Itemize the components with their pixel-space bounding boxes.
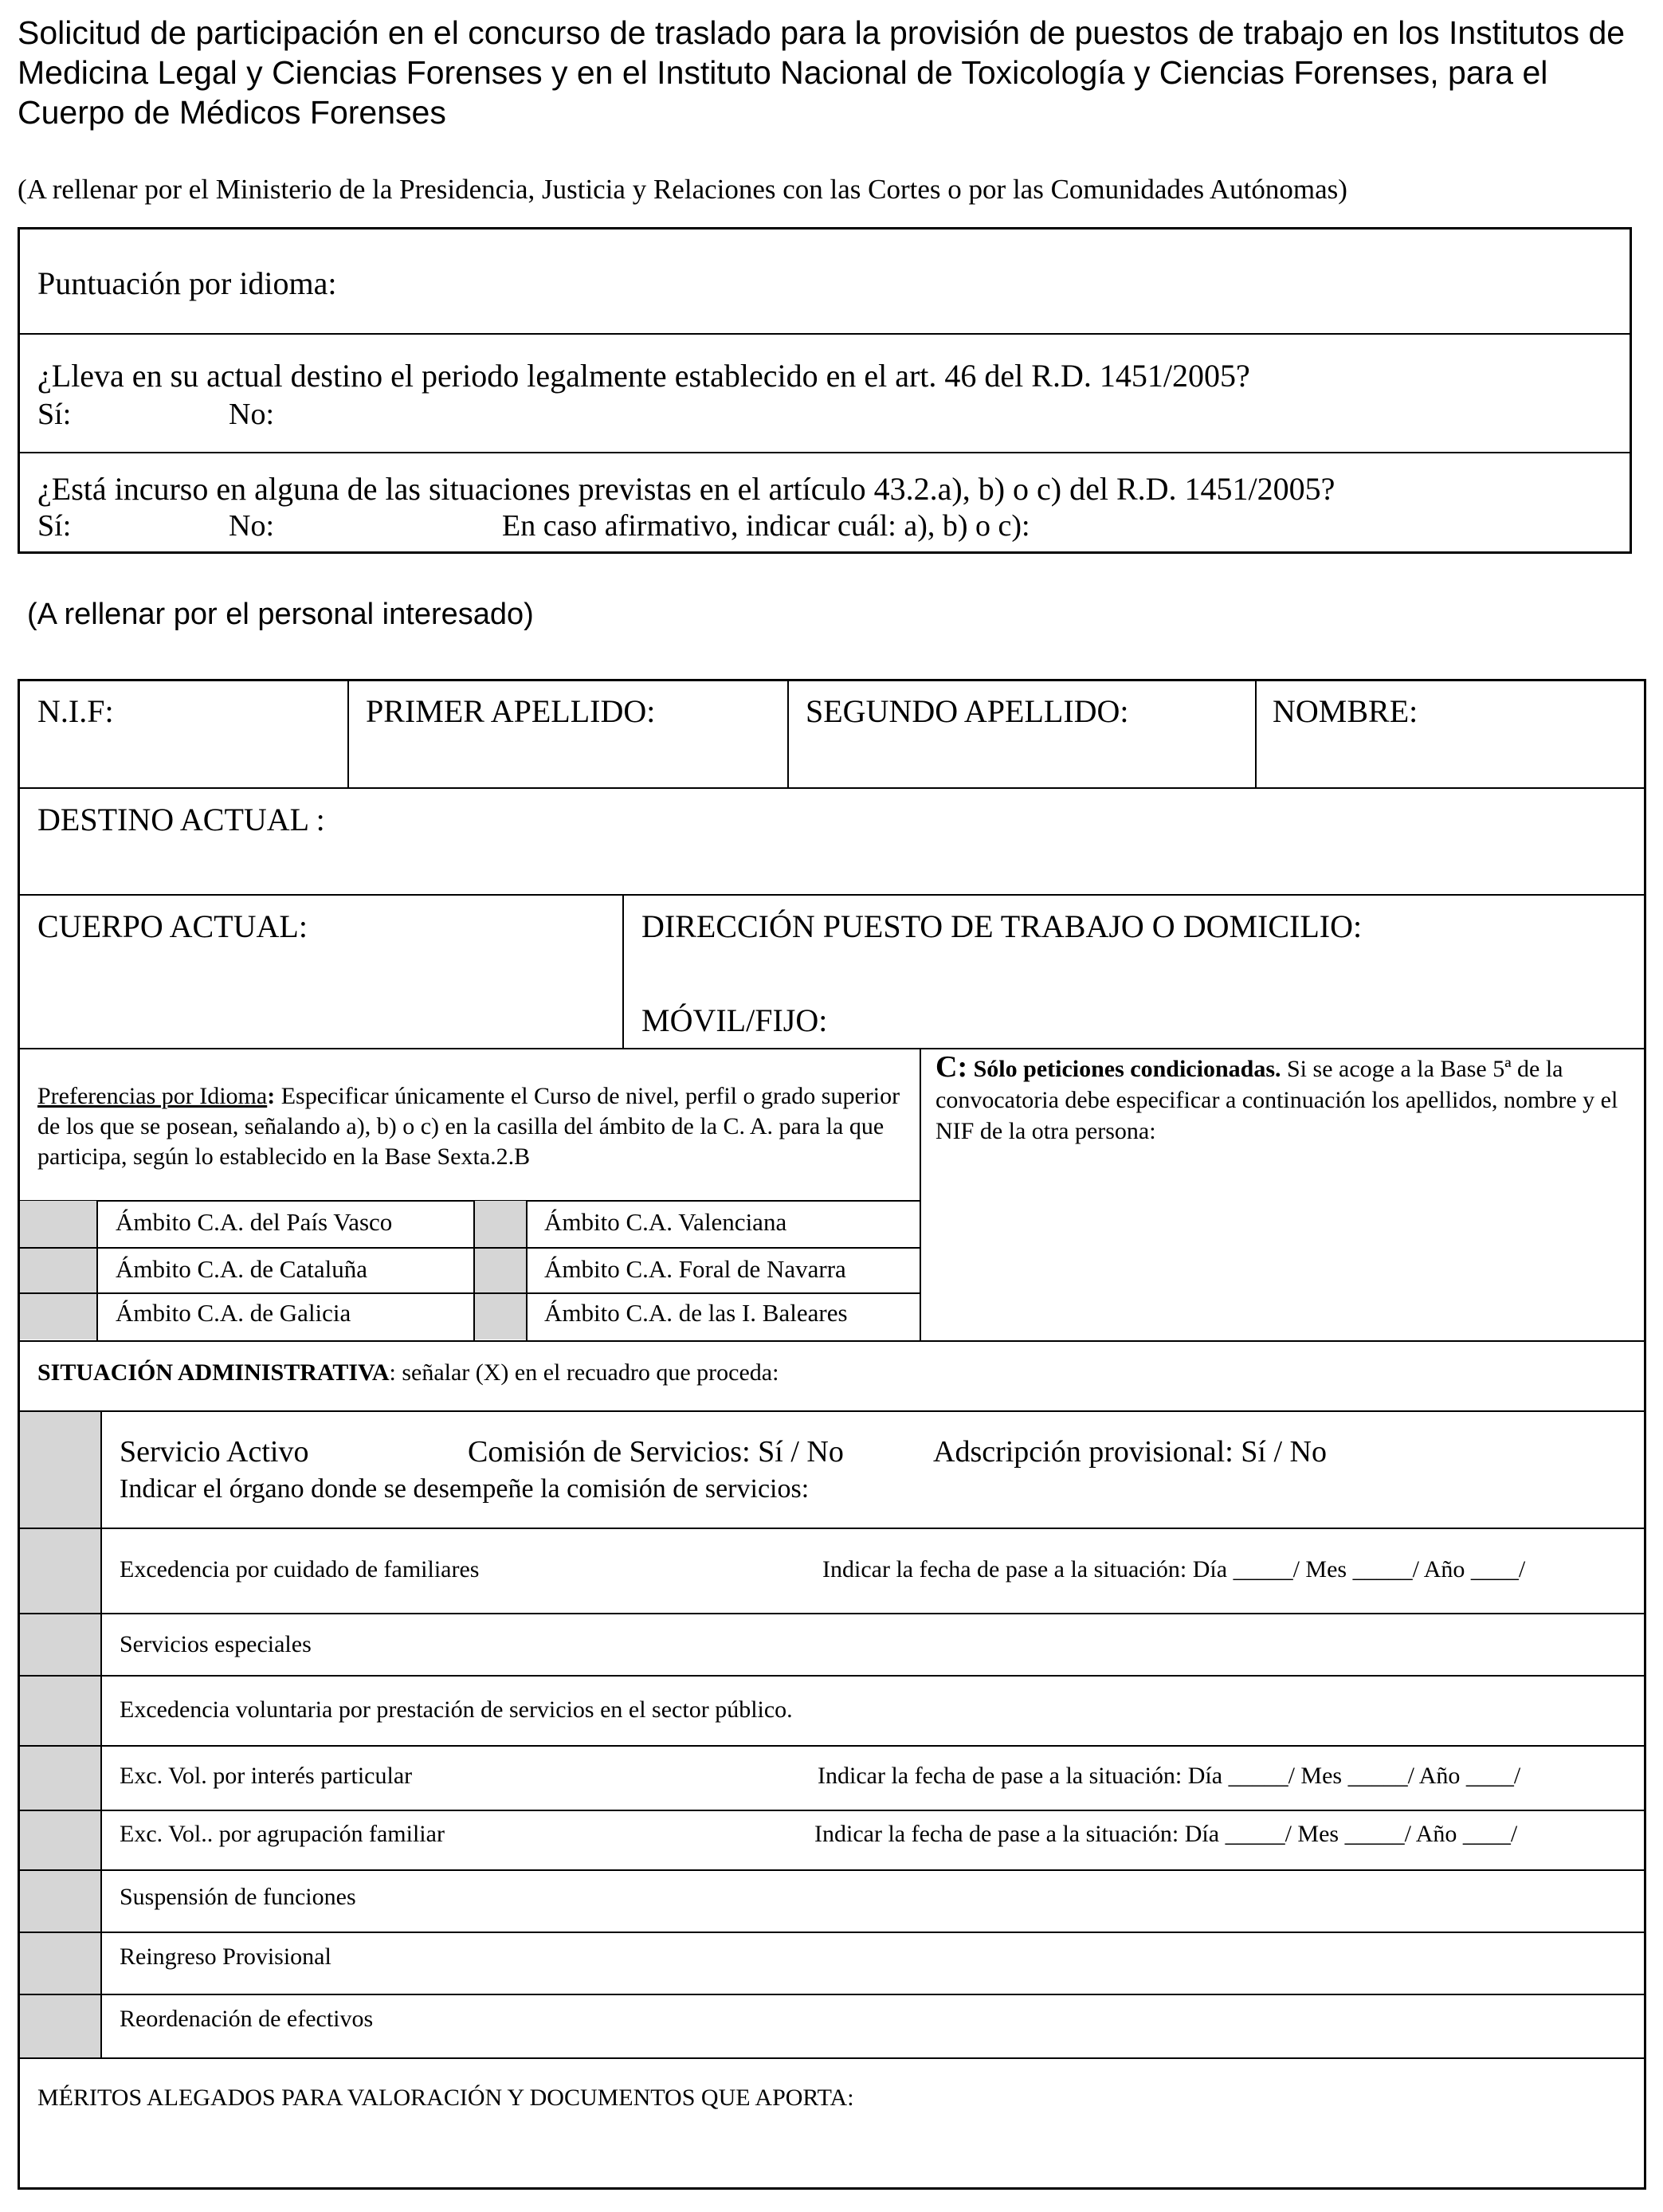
divider bbox=[787, 681, 789, 787]
ministry-box bbox=[18, 227, 1632, 554]
document-title: Solicitud de participación en el concurso de traslado para la provisión de puestos de trabajo en los Institutos de Medicina Legal y Ciencias Forenses y en el Instituto Nacional de Toxicología y Ciencias Forenses, para el Cuerpo de Médicos Forenses bbox=[18, 14, 1626, 131]
ambit-label: Ámbito C.A. Valenciana bbox=[544, 1208, 787, 1236]
divider bbox=[20, 452, 1630, 453]
divider bbox=[347, 681, 349, 787]
ambit-checkbox-column[interactable] bbox=[473, 1201, 526, 1339]
first-surname-field[interactable]: PRIMER APELLIDO: bbox=[366, 693, 656, 729]
conditional-letter: C: bbox=[935, 1050, 968, 1084]
provisional-option[interactable]: Adscripción provisional: Sí / No bbox=[933, 1435, 1327, 1469]
situation-row: Reordenación de efectivos bbox=[120, 2006, 374, 2032]
admin-situation-heading: SITUACIÓN ADMINISTRATIVA: señalar (X) en el recuadro que proceda: bbox=[37, 1359, 779, 1386]
q2-yes-label[interactable]: Sí: bbox=[37, 509, 72, 543]
ambit-label: Ámbito C.A. de las I. Baleares bbox=[544, 1299, 848, 1327]
situation-row: Excedencia voluntaria por prestación de servicios en el sector público. bbox=[120, 1696, 793, 1723]
language-score-label: Puntuación por idioma: bbox=[37, 265, 337, 301]
divider bbox=[20, 1340, 1644, 1342]
conditional-requests-text: C: Sólo peticiones condicionadas. Si se acoge a la Base 5ª de la convocatoria debe especificar a continuación los apellidos, nombre y el NIF de la otra persona: bbox=[935, 1050, 1618, 1144]
nif-field[interactable]: N.I.F: bbox=[37, 693, 114, 729]
applicant-form bbox=[18, 679, 1646, 2190]
active-service-option[interactable]: Servicio Activo bbox=[120, 1435, 309, 1469]
q2-which-label[interactable]: En caso afirmativo, indicar cuál: a), b) o c): bbox=[502, 509, 1030, 543]
divider bbox=[100, 1410, 102, 1932]
second-surname-field[interactable]: SEGUNDO APELLIDO: bbox=[806, 693, 1129, 729]
situation-row: Reingreso Provisional bbox=[120, 1943, 331, 1970]
situation-row: Suspensión de funciones bbox=[120, 1884, 356, 1910]
situation-checkbox-column[interactable] bbox=[20, 1933, 100, 2057]
divider bbox=[20, 787, 1644, 789]
situation-row: Excedencia por cuidado de familiares bbox=[120, 1556, 480, 1583]
divider bbox=[622, 894, 624, 1048]
date-field[interactable]: Indicar la fecha de pase a la situación: Día _____/ Mes _____/ Año ____/ bbox=[814, 1821, 1518, 1847]
question-1: ¿Lleva en su actual destino el periodo legalmente establecido en el art. 46 del R.D. 1451/2005? bbox=[37, 358, 1250, 394]
situation-row: Servicios especiales bbox=[120, 1631, 312, 1657]
name-field[interactable]: NOMBRE: bbox=[1273, 693, 1418, 729]
divider bbox=[20, 894, 1644, 896]
phone-field[interactable]: MÓVIL/FIJO: bbox=[641, 1002, 828, 1038]
applicant-note: (A rellenar por el personal interesado) bbox=[27, 598, 534, 631]
ambit-label: Ámbito C.A. del País Vasco bbox=[116, 1208, 393, 1236]
merits-field[interactable]: MÉRITOS ALEGADOS PARA VALORACIÓN Y DOCUMENTOS QUE APORTA: bbox=[37, 2085, 854, 2111]
date-field[interactable]: Indicar la fecha de pase a la situación: Día _____/ Mes _____/ Año ____/ bbox=[818, 1763, 1521, 1789]
q1-no-label[interactable]: No: bbox=[229, 398, 274, 431]
situation-row: Exc. Vol.. por agrupación familiar bbox=[120, 1821, 445, 1847]
language-preferences-text: Preferencias por Idioma: Especificar únicamente el Curso de nivel, perfil o grado superior de los que se posean, señalando a), b) o c) en la casilla del ámbito de la C. A. para la que participa, según lo establecido en la Base Sexta.2.B bbox=[37, 1083, 900, 1170]
identity-row bbox=[20, 681, 1644, 787]
commission-organ-field[interactable]: Indicar el órgano donde se desempeñe la comisión de servicios: bbox=[120, 1474, 810, 1504]
question-2: ¿Está incurso en alguna de las situaciones previstas en el artículo 43.2.a), b) o c) del R.D. 1451/2005? bbox=[37, 471, 1335, 507]
ambit-label: Ámbito C.A. de Galicia bbox=[116, 1299, 351, 1327]
ministry-note: (A rellenar por el Ministerio de la Presidencia, Justicia y Relaciones con las Cortes o por las Comunidades Autónomas) bbox=[18, 174, 1347, 205]
divider bbox=[20, 1410, 1644, 1412]
situation-row: Exc. Vol. por interés particular bbox=[120, 1763, 413, 1789]
language-preferences-label: Preferencias por Idioma bbox=[37, 1083, 268, 1109]
divider bbox=[20, 1048, 1644, 1049]
divider bbox=[20, 333, 1630, 335]
q1-yes-label[interactable]: Sí: bbox=[37, 398, 72, 431]
address-field[interactable]: DIRECCIÓN PUESTO DE TRABAJO O DOMICILIO: bbox=[641, 908, 1363, 944]
commission-option[interactable]: Comisión de Servicios: Sí / No bbox=[468, 1435, 844, 1469]
situation-checkbox-column[interactable] bbox=[20, 1412, 100, 1932]
divider bbox=[920, 1048, 921, 1340]
ambit-label: Ámbito C.A. Foral de Navarra bbox=[544, 1255, 846, 1283]
current-destination-field[interactable]: DESTINO ACTUAL : bbox=[37, 802, 325, 837]
ambit-table bbox=[20, 1200, 920, 1340]
divider bbox=[1255, 681, 1257, 787]
ambit-label: Ámbito C.A. de Cataluña bbox=[116, 1255, 367, 1283]
q2-no-label[interactable]: No: bbox=[229, 509, 274, 543]
current-body-field[interactable]: CUERPO ACTUAL: bbox=[37, 908, 308, 944]
date-field[interactable]: Indicar la fecha de pase a la situación: Día _____/ Mes _____/ Año ____/ bbox=[822, 1556, 1526, 1583]
ambit-checkbox-column[interactable] bbox=[20, 1201, 96, 1339]
